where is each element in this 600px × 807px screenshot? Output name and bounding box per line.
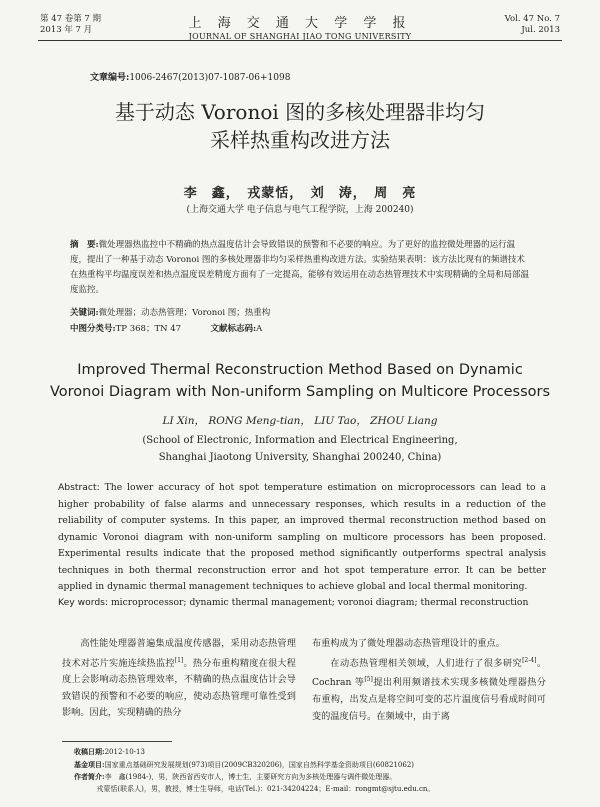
title-en-line2: Voronoi Diagram with Non-uniform Sampling on Multicore Processors bbox=[49, 384, 551, 400]
article-number-label: 文章编号: bbox=[90, 73, 130, 83]
body-left-column bbox=[62, 636, 296, 722]
doc-code-label: 文献标志码: bbox=[210, 324, 257, 334]
doc-code-value: A bbox=[256, 324, 263, 334]
body-left-text: 高性能处理器普遍集成温度传感器，采用动态热管理技术对芯片实施连续热监控 bbox=[62, 638, 296, 669]
keywords-en-label: Key words: bbox=[58, 597, 109, 608]
classification bbox=[70, 322, 530, 337]
keywords-en-text: microprocessor; dynamic thermal management; voronoi diagram; thermal reconstruction bbox=[110, 597, 529, 608]
author-bio-label: 作者简介: bbox=[74, 772, 105, 781]
footnote-contact: 戎蒙恬(联系人)，男，教授，博士生导师，电话(Tel.)：021-34204224；E-mail：rongmt@sjtu.edu.cn。 bbox=[96, 784, 435, 793]
affiliation-cn: (上海交通大学 电子信息与电气工程学院，上海 200240) bbox=[186, 205, 414, 215]
volume-issue: 第 47 卷第 7 期 bbox=[40, 14, 102, 24]
abstract-en-label: Abstract: bbox=[58, 482, 100, 493]
citation-ref: [1] bbox=[174, 656, 184, 664]
body-right-para2 bbox=[312, 653, 546, 726]
keywords-en bbox=[58, 597, 546, 608]
title-cn-line1: 基于动态 Voronoi 图的多核处理器非均匀 bbox=[114, 100, 486, 124]
title-cn bbox=[60, 98, 540, 154]
affiliation-en-line2: Shanghai Jiaotong University, Shanghai 200240, China) bbox=[158, 452, 442, 463]
footnotes bbox=[74, 746, 554, 795]
footnote-author bbox=[74, 771, 554, 784]
abstract-cn bbox=[70, 238, 530, 298]
title-en bbox=[40, 359, 560, 403]
title-cn-line2: 采样热重构改进方法 bbox=[210, 128, 390, 152]
keywords-cn bbox=[70, 306, 530, 321]
journal-volume-info-en bbox=[505, 14, 560, 36]
publication-month: 2013 年 7 月 bbox=[40, 25, 93, 35]
affiliation-en bbox=[60, 432, 540, 466]
abstract-cn-label: 摘 要: bbox=[70, 240, 99, 250]
article-number-value: 1006-2467(2013)07-1087-06+1098 bbox=[129, 73, 291, 83]
citation-ref: [5] bbox=[364, 676, 373, 684]
body-right-para1: 布重构成为了微处理器动态热管理设计的重点。 bbox=[312, 638, 505, 649]
class-label: 中图分类号: bbox=[70, 324, 116, 334]
body-right-text-c: 提出利用频谱技术实现多核微处理器热分布重构，出发点是将空间可变的芯片温度信号看成时间可变的温度信号。在频域中，由于离 bbox=[312, 677, 546, 722]
citation-ref: [2-4] bbox=[522, 656, 537, 664]
body-left-text-cont: 。热分布重构精度在很大程度上会影响动态热管理效率，不精确的热点温度估计会导致错误的预警和不必要的响应，使动态热管理可靠性受到影响。因此，实现精确的热分 bbox=[62, 657, 296, 719]
abstract-en-text: The lower accuracy of hot spot temperature estimation on microprocessors can lead to a higher probability of false alarms and unnecessary responses, which results in a reduction of the reliability of computer systems. In this paper, an improved thermal reconstruction method based on dynamic Voronoi diagram with non-uniform sampling on multicore processors has been proposed. Experimental results indicate that the proposed method significantly outperforms spectral analysis techniques in both thermal reconstruction error and hot spot temperature error. It can be better applied in dynamic thermal management techniques to achieve global and local thermal monitoring. bbox=[58, 482, 546, 592]
fund-text: 国家重点基础研究发展规划(973)项目(2009CB320206)，国家自然科学基金资助项目(60821062) bbox=[104, 760, 415, 769]
volume-issue-en: Vol. 47 No. 7 bbox=[504, 14, 560, 24]
footnote-rule bbox=[62, 741, 172, 742]
class-value: TP 368；TN 47 bbox=[115, 324, 182, 334]
keywords-cn-text: 微处理器；动态热管理；Voronoi 图；热重构 bbox=[98, 308, 271, 318]
article-number bbox=[90, 70, 290, 83]
journal-name-cn: 上 海 交 通 大 学 学 报 bbox=[188, 16, 412, 31]
body-right-text-a: 在动态热管理相关领域，人们进行了很多研究 bbox=[330, 657, 523, 669]
journal-name-en: JOURNAL OF SHANGHAI JIAO TONG UNIVERSITY bbox=[188, 32, 412, 41]
publication-month-en: Jul. 2013 bbox=[521, 25, 560, 35]
received-date: 2012-10-13 bbox=[104, 748, 145, 756]
received-label: 收稿日期: bbox=[74, 747, 105, 756]
authors-cn: 李 鑫， 戎蒙恬， 刘 涛， 周 亮 bbox=[183, 186, 417, 201]
footnote-fund bbox=[74, 759, 554, 772]
title-en-line1: Improved Thermal Reconstruction Method Based on Dynamic bbox=[77, 362, 523, 378]
fund-label: 基金项目: bbox=[74, 759, 105, 769]
affiliation-en-line1: (School of Electronic, Information and Electrical Engineering, bbox=[142, 435, 458, 446]
authors-en: LI Xin， RONG Meng-tian， LIU Tao， ZHOU Liang bbox=[162, 415, 438, 427]
abstract-en bbox=[58, 480, 546, 596]
abstract-cn-text: 微处理器热监控中不精确的热点温度估计会导致错误的预警和不必要的响应。为了更好的监控微处理器的运行温度，提出了一种基于动态 Voronoi 图的多核处理器非均匀采样热重构改进方法。实验结果表明：该方法比现有的频谱技术在热重构平均温度误差和热点温度误差精度方面有了一定提高，能够有效运用在动态热管理技术中实现精确的全局和局部温度监控。 bbox=[70, 240, 530, 295]
body-right-column bbox=[312, 636, 546, 725]
journal-name bbox=[150, 12, 450, 41]
body-right-text-b: 。Cochran 等 bbox=[312, 657, 547, 689]
footnote-received bbox=[74, 746, 554, 759]
keywords-cn-label: 关键词: bbox=[70, 308, 99, 318]
header-rule bbox=[38, 40, 562, 41]
author-bio-text: 李 鑫(1984-)，男，陕西省西安市人，博士生，主要研究方向为多核处理器与调件微处理器。 bbox=[104, 773, 397, 781]
journal-volume-info bbox=[40, 14, 101, 36]
